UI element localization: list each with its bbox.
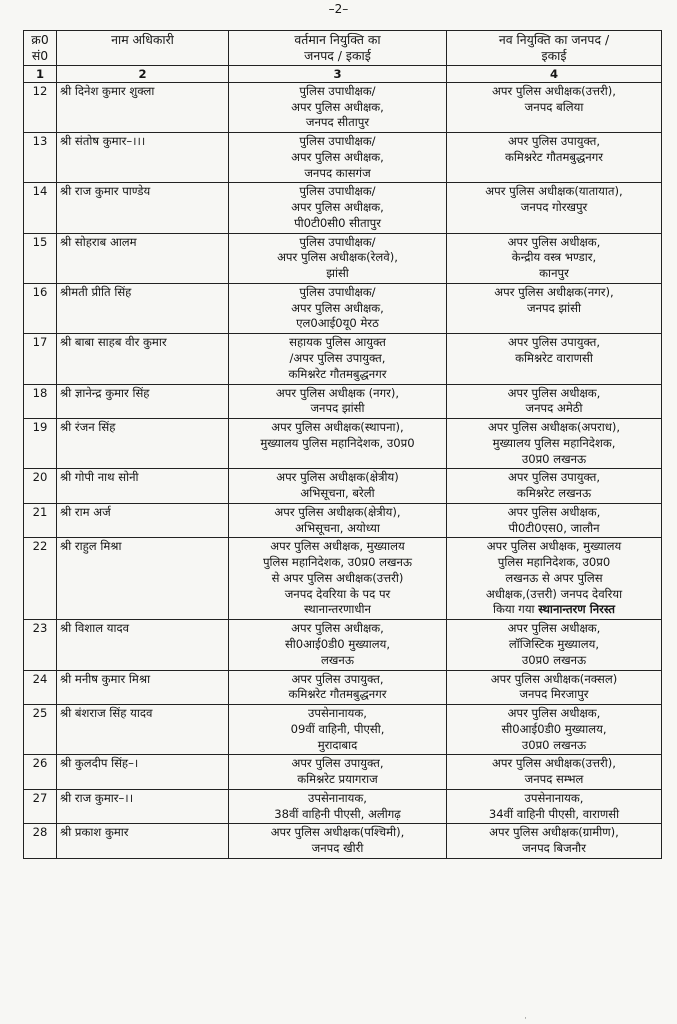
current-posting [229, 620, 447, 670]
posting-line: जनपद अमेठी [525, 401, 583, 416]
header-sn: क्र0 सं0 [24, 31, 57, 66]
posting-line: उ0प्र0 लखनऊ [521, 652, 587, 667]
table-row [24, 670, 662, 705]
new-posting [447, 469, 662, 504]
posting-line: अपर पुलिस अधीक्षक, [291, 200, 384, 215]
serial-number: 12 [24, 82, 57, 132]
new-posting [447, 183, 662, 233]
officer-name: श्री राज कुमार–।। [57, 789, 229, 824]
serial-number: 19 [24, 419, 57, 469]
posting-line: अपर पुलिस अधीक्षक(पश्चिमी), [270, 825, 405, 840]
posting-line: मुरादाबाद [317, 737, 358, 752]
serial-number: 26 [24, 755, 57, 790]
posting-line: जनपद कासगंज [304, 165, 371, 180]
officer-name: श्री दिनेश कुमार शुक्ला [57, 82, 229, 132]
officer-name: श्री राहुल मिश्रा [57, 538, 229, 620]
posting-line: अपर पुलिस अधीक्षक(नगर), [494, 284, 614, 299]
posting-line: जनपद देवरिया के पद पर [284, 586, 391, 601]
posting-line: अपर पुलिस अधीक्षक, [291, 99, 384, 114]
officer-name: श्री मनीष कुमार मिश्रा [57, 670, 229, 705]
serial-number: 16 [24, 283, 57, 333]
posting-line: जनपद बिजनौर [522, 841, 586, 856]
new-posting [447, 133, 662, 183]
posting-line: अपर पुलिस अधीक्षक(उत्तरी), [492, 756, 616, 771]
current-posting [229, 789, 447, 824]
posting-line: जनपद खीरी [311, 841, 364, 856]
table-row [24, 538, 662, 620]
posting-line: अपर पुलिस अधीक्षक, [507, 504, 601, 519]
posting-line: जनपद झांसी [310, 401, 365, 416]
table-row [24, 419, 662, 469]
officer-name: श्री विशाल यादव [57, 620, 229, 670]
table-row [24, 334, 662, 384]
posting-line: कमिश्नरेट गौतमबुद्धनगर [505, 149, 603, 164]
posting-line: अधीक्षक,(उत्तरी) जनपद देवरिया [485, 586, 623, 601]
serial-number: 15 [24, 233, 57, 283]
new-posting [447, 538, 662, 620]
serial-number: 28 [24, 824, 57, 859]
officer-name: श्री गोपी नाथ सोनी [57, 469, 229, 504]
current-posting [229, 334, 447, 384]
posting-line: कमिश्नरेट गौतमबुद्धनगर [288, 366, 387, 381]
posting-line: पुलिस उपाधीक्षक/ [299, 184, 376, 199]
posting-line: स्थानान्तरणाधीन [303, 602, 371, 617]
column-number: 3 [229, 65, 447, 82]
posting-line: सी0आई0डी0 मुख्यालय, [501, 721, 607, 736]
posting-line: अपर पुलिस अधीक्षक(अपराध), [487, 420, 621, 435]
serial-number: 23 [24, 620, 57, 670]
current-posting [229, 469, 447, 504]
posting-line: कमिश्नरेट वाराणसी [515, 351, 593, 365]
posting-line: केन्द्रीय वस्त्र भण्डार, [511, 250, 597, 265]
posting-line: उपसेनानायक, [308, 790, 367, 805]
officer-name: श्री संतोष कुमार–।।। [57, 133, 229, 183]
posting-line: अपर पुलिस उपायुक्त, [507, 335, 600, 350]
officer-name: श्री प्रकाश कुमार [57, 824, 229, 859]
posting-line: जनपद बलिया [524, 99, 584, 114]
table-row [24, 82, 662, 132]
new-posting [447, 705, 662, 755]
new-posting [447, 283, 662, 333]
posting-line: सी0आई0डी0 मुख्यालय, [284, 637, 391, 652]
officer-name: श्री सोहराब आलम [57, 233, 229, 283]
posting-line: झांसी [326, 266, 349, 281]
posting-line: अपर पुलिस अधीक्षक, [507, 706, 601, 721]
new-posting [447, 334, 662, 384]
new-posting [447, 384, 662, 419]
posting-line: कमिश्नरेट गौतमबुद्धनगर [288, 687, 387, 702]
new-posting [447, 503, 662, 538]
posting-line: पी0टी0सी0 सीतापुर [294, 215, 381, 230]
posting-line: अपर पुलिस अधीक्षक, मुख्यालय [486, 539, 622, 554]
posting-line: अपर पुलिस अधीक्षक, [507, 621, 601, 636]
posting-line: अपर पुलिस अधीक्षक, [507, 385, 601, 400]
new-posting [447, 620, 662, 670]
officer-name: श्री रंजन सिंह [57, 419, 229, 469]
posting-line: अपर पुलिस अधीक्षक(यातायात), [485, 184, 623, 199]
current-posting [229, 755, 447, 790]
posting-line: अपर पुलिस अधीक्षक(क्षेत्रीय), [274, 504, 401, 519]
new-posting [447, 233, 662, 283]
posting-line: अपर पुलिस अधीक्षक (नगर), [275, 385, 400, 400]
transfer-table [23, 30, 662, 859]
posting-line: अभिसूचना, अयोध्या [295, 520, 380, 535]
table-row [24, 133, 662, 183]
posting-line: अपर पुलिस अधीक्षक(नक्सल) [490, 671, 618, 686]
header-new-posting: नव नियुक्ति का जनपद / इकाई [447, 31, 662, 66]
table-row [24, 705, 662, 755]
table-row [24, 755, 662, 790]
serial-number: 22 [24, 538, 57, 620]
table-row [24, 503, 662, 538]
posting-line: 38वीं वाहिनी पीएसी, अलीगढ़ [274, 806, 401, 821]
posting-line: अपर पुलिस उपायुक्त, [291, 756, 384, 771]
posting-line: अपर पुलिस अधीक्षक(स्थापना), [271, 420, 404, 435]
serial-number: 25 [24, 705, 57, 755]
current-posting [229, 183, 447, 233]
current-posting [229, 824, 447, 859]
new-posting [447, 789, 662, 824]
posting-line: अभिसूचना, बरेली [300, 486, 375, 501]
column-number: 1 [24, 65, 57, 82]
posting-line: मुख्यालय पुलिस महानिदेशक, उ0प्र0 [260, 435, 415, 450]
serial-number: 20 [24, 469, 57, 504]
officer-name: श्री राज कुमार पाण्डेय [57, 183, 229, 233]
current-posting [229, 503, 447, 538]
posting-line: लॉजिस्टिक मुख्यालय, [508, 637, 600, 652]
posting-line: लखनऊ से अपर पुलिस [505, 570, 603, 585]
posting-line: अपर पुलिस उपायुक्त, [291, 671, 384, 686]
posting-line: जनपद सीतापुर [305, 115, 370, 130]
officer-name: श्री बाबा साहब वीर कुमार [57, 334, 229, 384]
posting-line: अपर पुलिस अधीक्षक, [291, 149, 384, 164]
posting-line: पुलिस उपाधीक्षक/ [299, 284, 376, 299]
page-number: –2– [328, 2, 349, 16]
posting-line: उ0प्र0 लखनऊ [521, 737, 587, 752]
new-posting [447, 82, 662, 132]
current-posting [229, 82, 447, 132]
posting-line: अपर पुलिस अधीक्षक(ग्रामीण), [489, 825, 619, 840]
posting-line: मुख्यालय पुलिस महानिदेशक, [492, 435, 616, 450]
posting-line: कमिश्नरेट लखनऊ [516, 486, 592, 501]
current-posting [229, 705, 447, 755]
posting-line: उ0प्र0 लखनऊ [521, 451, 587, 466]
posting-line: उपसेनानायक, [308, 706, 367, 721]
officer-name: श्री राम अर्ज [57, 503, 229, 538]
posting-line: जनपद सम्भल [524, 772, 584, 787]
serial-number: 27 [24, 789, 57, 824]
posting-line: सहायक पुलिस आयुक्त [289, 335, 386, 350]
current-posting [229, 670, 447, 705]
officer-name: श्रीमती प्रीति सिंह [57, 283, 229, 333]
posting-line: अपर पुलिस उपायुक्त, [507, 134, 600, 149]
posting-line: उपसेनानायक, [524, 790, 584, 805]
officer-name: श्री बंशराज सिंह यादव [57, 705, 229, 755]
posting-line: से अपर पुलिस अधीक्षक(उत्तरी) [271, 570, 404, 585]
posting-line: पुलिस महानिदेशक, उ0प्र0 [497, 555, 611, 570]
posting-line: अपर पुलिस अधीक्षक(रेलवे), [277, 250, 398, 265]
posting-line: पुलिस उपाधीक्षक/ [299, 83, 376, 98]
table-row [24, 620, 662, 670]
current-posting [229, 283, 447, 333]
table-row [24, 233, 662, 283]
officer-name: श्री कुलदीप सिंह–। [57, 755, 229, 790]
posting-line: किया गया स्थानान्तरण निरस्त [492, 602, 616, 617]
posting-line: 34वीं वाहिनी पीएसी, वाराणसी [488, 806, 620, 821]
posting-line: पुलिस उपाधीक्षक/ [299, 134, 376, 149]
current-posting [229, 233, 447, 283]
posting-line: अपर पुलिस अधीक्षक(क्षेत्रीय) [276, 470, 399, 485]
header-current-posting: वर्तमान नियुक्ति का जनपद / इकाई [229, 31, 447, 66]
posting-line: अपर पुलिस अधीक्षक, [507, 234, 601, 249]
table-row [24, 824, 662, 859]
officer-name: श्री ज्ञानेन्द्र कुमार सिंह [57, 384, 229, 419]
posting-line: जनपद झांसी [526, 300, 582, 315]
posting-line: जनपद गोरखपुर [520, 200, 588, 215]
serial-number: 13 [24, 133, 57, 183]
new-posting [447, 824, 662, 859]
table-row [24, 469, 662, 504]
column-number: 2 [57, 65, 229, 82]
transfer-cancelled-note: स्थानान्तरण निरस्त [538, 602, 616, 617]
posting-line: पुलिस उपाधीक्षक/ [299, 234, 376, 249]
table-row [24, 384, 662, 419]
posting-line: कमिश्नरेट प्रयागराज [297, 772, 378, 787]
posting-line: अपर पुलिस अधीक्षक, [291, 300, 384, 315]
serial-number: 17 [24, 334, 57, 384]
posting-line: अपर पुलिस अधीक्षक(उत्तरी), [492, 83, 616, 98]
header-name: नाम अधिकारी [57, 31, 229, 66]
posting-line: पुलिस महानिदेशक, उ0प्र0 लखनऊ [262, 555, 413, 570]
current-posting [229, 419, 447, 469]
new-posting [447, 755, 662, 790]
posting-line: अपर पुलिस उपायुक्त, [507, 470, 600, 485]
table-row [24, 789, 662, 824]
serial-number: 24 [24, 670, 57, 705]
serial-number: 21 [24, 503, 57, 538]
current-posting [229, 133, 447, 183]
header-row [24, 31, 662, 66]
current-posting [229, 384, 447, 419]
table-row [24, 183, 662, 233]
new-posting [447, 419, 662, 469]
new-posting [447, 670, 662, 705]
posting-line: पी0टी0एस0, जालौन [508, 520, 600, 535]
posting-line: जनपद मिरजापुर [519, 687, 589, 702]
scan-mark: · [524, 1014, 527, 1024]
posting-line: लखनऊ [321, 652, 354, 667]
posting-line: /अपर पुलिस उपायुक्त, [289, 351, 386, 365]
table-row [24, 283, 662, 333]
posting-line: एल0आई0यू0 मेरठ [296, 316, 379, 331]
posting-line: अपर पुलिस अधीक्षक, [291, 621, 384, 636]
posting-line: 09वीं वाहिनी, पीएसी, [290, 721, 385, 736]
column-number-row [24, 65, 662, 82]
current-posting [229, 538, 447, 620]
column-number: 4 [447, 65, 662, 82]
serial-number: 14 [24, 183, 57, 233]
posting-line: अपर पुलिस अधीक्षक, मुख्यालय [270, 539, 405, 554]
serial-number: 18 [24, 384, 57, 419]
posting-line: कानपुर [539, 266, 569, 281]
